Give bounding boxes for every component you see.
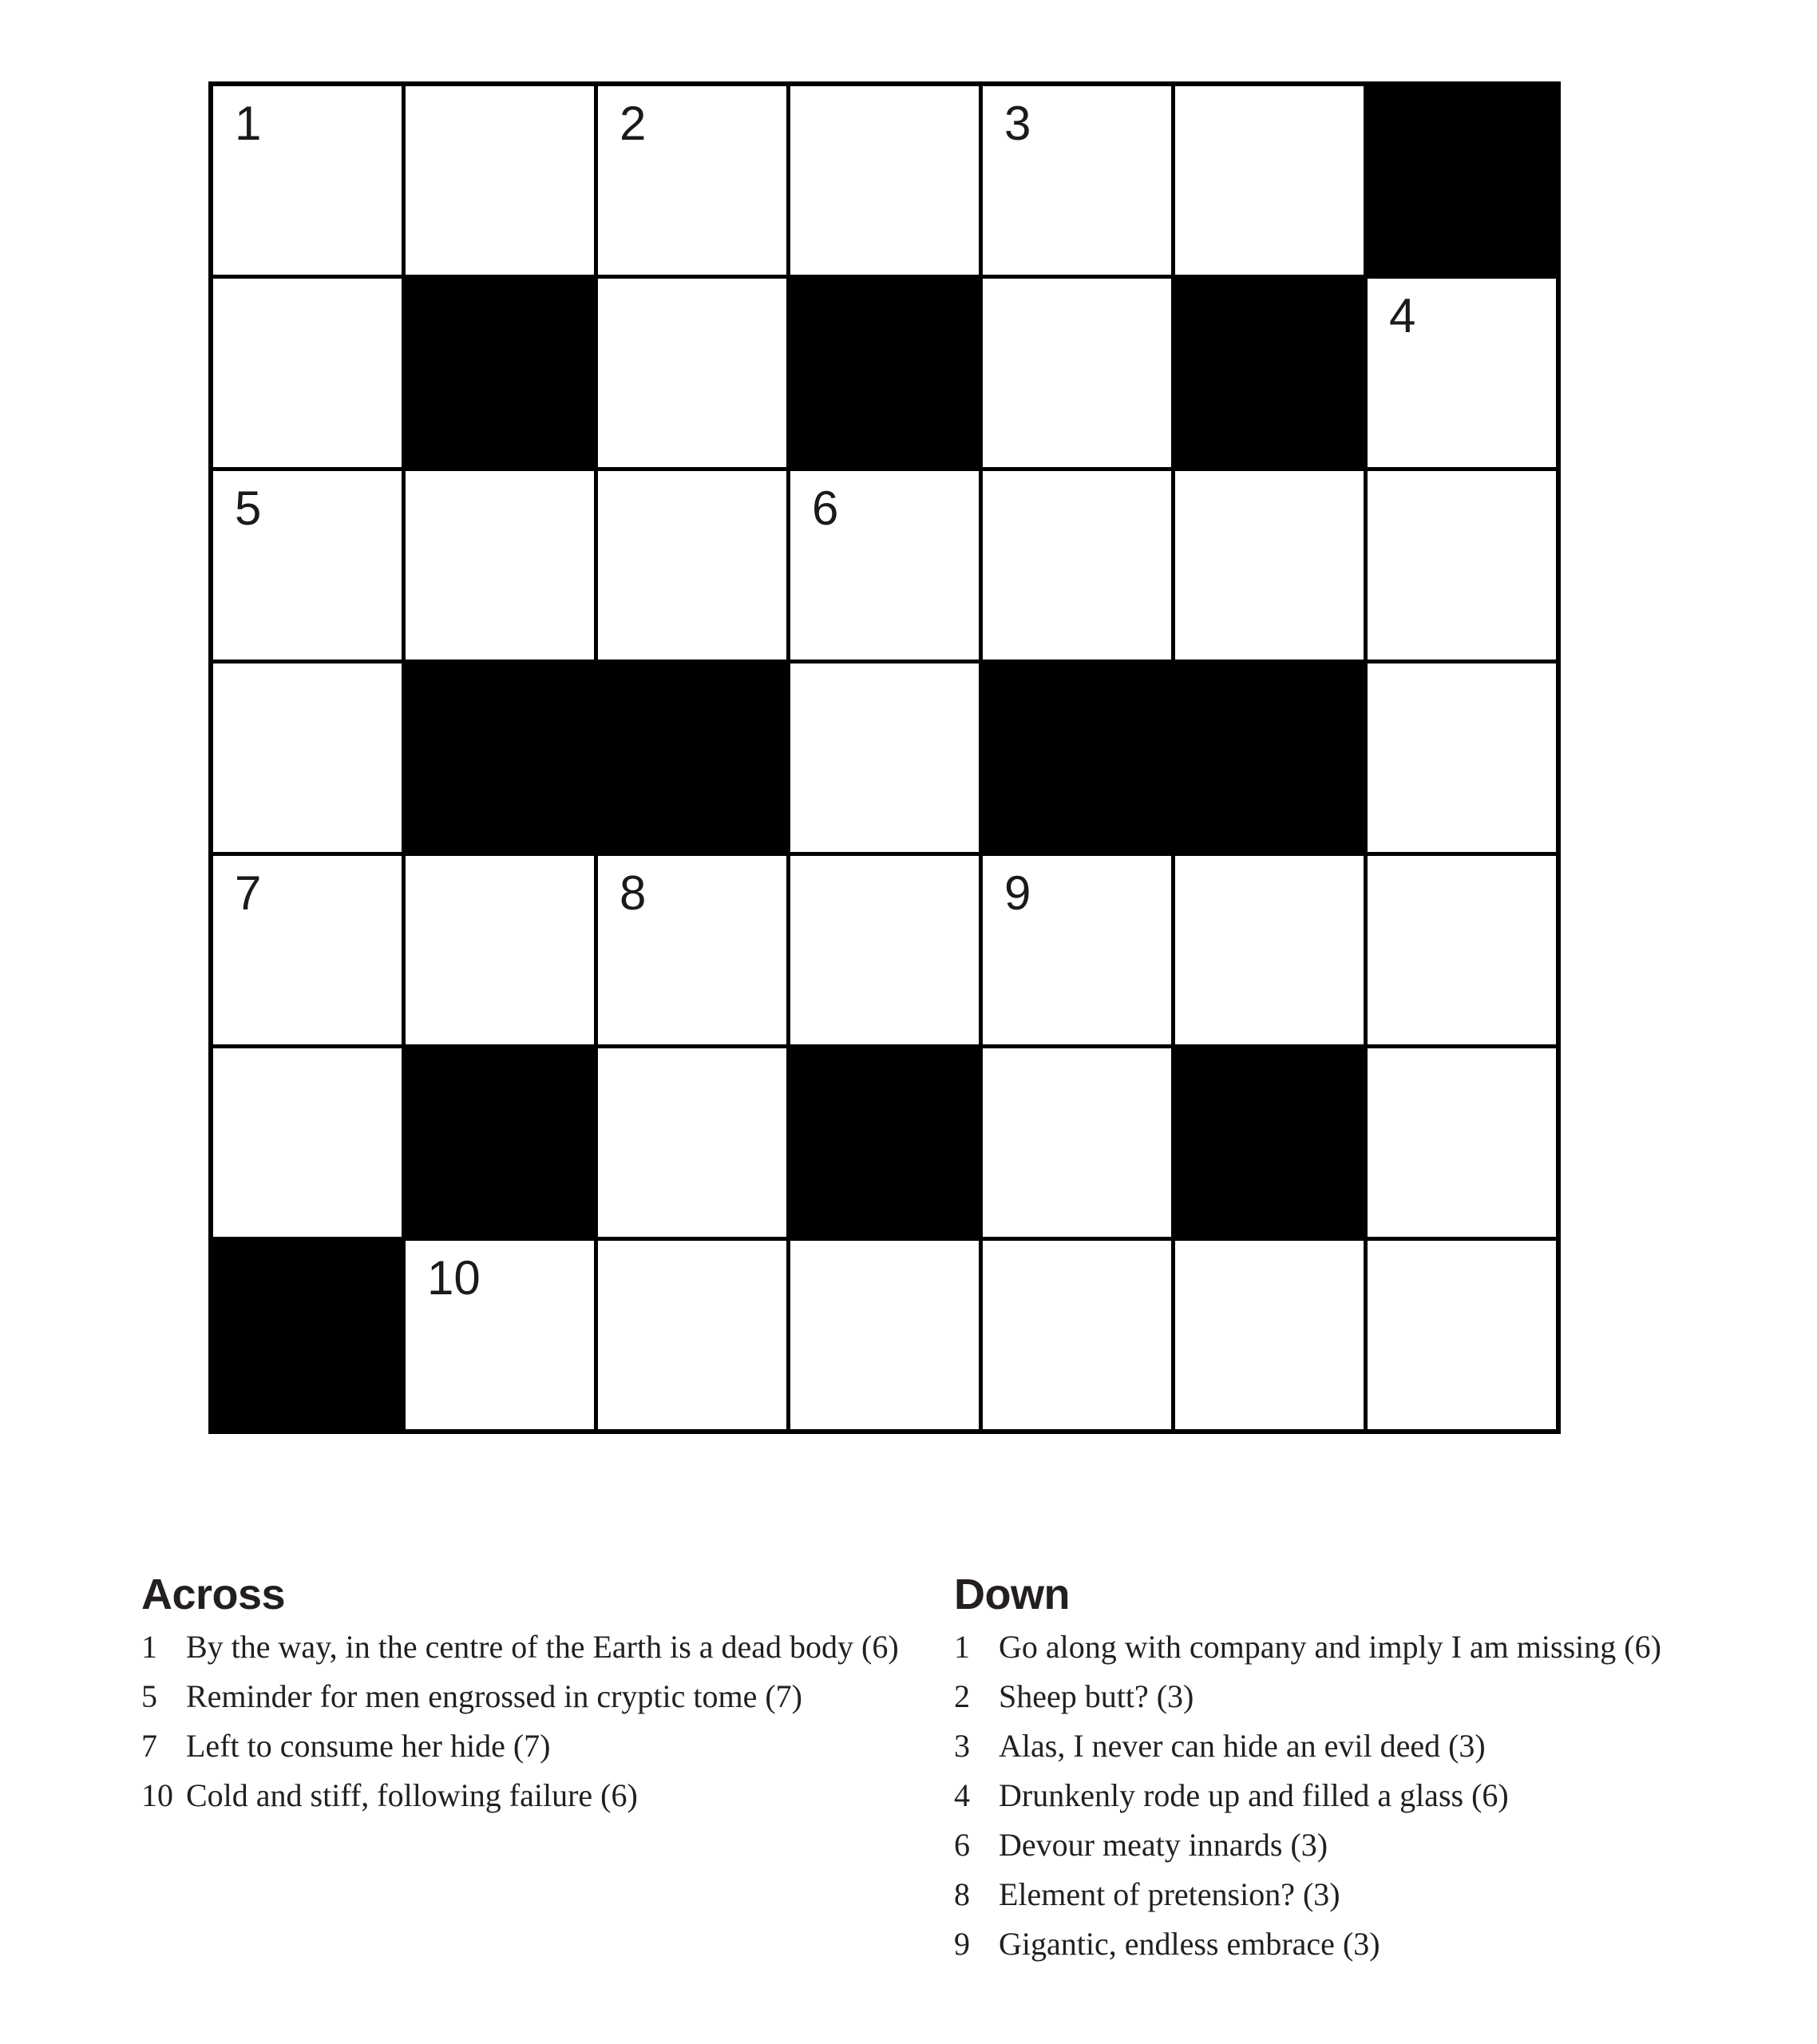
grid-cell-white[interactable] (213, 86, 402, 275)
grid-cell-black (1175, 1048, 1364, 1237)
clue-text: Go along with company and imply I am missing (6) (999, 1629, 1661, 1665)
grid-cell-white[interactable] (1368, 856, 1556, 1044)
cell-number: 10 (427, 1251, 481, 1305)
clue-number: 1 (141, 1629, 157, 1665)
clue-text: By the way, in the centre of the Earth is a dead body (6) (186, 1629, 899, 1665)
grid-cell-white[interactable] (598, 1048, 786, 1237)
clue-number: 6 (954, 1827, 970, 1863)
grid-cell-white[interactable] (598, 279, 786, 467)
clue-number: 3 (954, 1728, 970, 1764)
grid-cell-white[interactable] (213, 856, 402, 1044)
clue-text: Gigantic, endless embrace (3) (999, 1926, 1380, 1962)
clue-text: Element of pretension? (3) (999, 1876, 1340, 1912)
clue-text: Left to consume her hide (7) (186, 1728, 551, 1764)
grid-cell-white[interactable] (1368, 1048, 1556, 1237)
cell-number: 2 (620, 97, 647, 150)
grid-cell-white[interactable] (1175, 86, 1364, 275)
grid-cell-white[interactable] (983, 1048, 1171, 1237)
clue-number: 4 (954, 1777, 970, 1813)
clue-row (141, 1622, 940, 1672)
down-header: Down (954, 1571, 1070, 1618)
grid-cell-white[interactable] (213, 279, 402, 467)
grid-cell-white[interactable] (790, 471, 979, 660)
crossword-grid (208, 81, 1561, 1434)
grid-cell-white[interactable] (598, 86, 786, 275)
clue-number: 2 (954, 1678, 970, 1714)
cell-number: 6 (812, 481, 839, 535)
grid-cell-black (1175, 664, 1364, 852)
cell-number: 8 (620, 866, 647, 920)
grid-cell-white[interactable] (983, 471, 1171, 660)
grid-cell-black (406, 279, 594, 467)
clue-row (954, 1870, 1800, 1919)
grid-cell-white[interactable] (1368, 1241, 1556, 1429)
grid-cell-black (1175, 279, 1364, 467)
cell-number: 1 (235, 97, 262, 150)
clue-row (141, 1721, 940, 1771)
grid-cell-white[interactable] (598, 471, 786, 660)
grid-cell-white[interactable] (790, 856, 979, 1044)
clue-row (141, 1672, 940, 1721)
grid-cell-black (406, 1048, 594, 1237)
clue-number: 10 (141, 1777, 173, 1813)
grid-cell-white[interactable] (213, 664, 402, 852)
grid-cell-white[interactable] (1175, 1241, 1364, 1429)
grid-cell-white[interactable] (983, 279, 1171, 467)
grid-cell-white[interactable] (1175, 856, 1364, 1044)
clue-row (954, 1820, 1800, 1870)
clue-row (954, 1919, 1800, 1969)
grid-cell-black (790, 279, 979, 467)
clue-number: 8 (954, 1876, 970, 1912)
grid-cell-black (1368, 86, 1556, 275)
clue-row (954, 1672, 1800, 1721)
clue-number: 7 (141, 1728, 157, 1764)
cell-number: 9 (1004, 866, 1031, 920)
grid-cell-white[interactable] (406, 856, 594, 1044)
clue-row (141, 1771, 940, 1820)
grid-cell-white[interactable] (1175, 471, 1364, 660)
across-header: Across (141, 1571, 286, 1618)
clue-text: Sheep butt? (3) (999, 1678, 1194, 1714)
grid-cell-white[interactable] (1368, 279, 1556, 467)
grid-cell-white[interactable] (983, 1241, 1171, 1429)
clue-text: Alas, I never can hide an evil deed (3) (999, 1728, 1486, 1764)
grid-cell-white[interactable] (598, 1241, 786, 1429)
clue-number: 9 (954, 1926, 970, 1962)
clue-number: 5 (141, 1678, 157, 1714)
clue-row (954, 1721, 1800, 1771)
grid-cell-white[interactable] (598, 856, 786, 1044)
down-clues-section (954, 1573, 1800, 1969)
grid-cell-white[interactable] (213, 1048, 402, 1237)
clue-row (954, 1622, 1800, 1672)
grid-cell-white[interactable] (406, 86, 594, 275)
clue-text: Reminder for men engrossed in cryptic tome (7) (186, 1678, 802, 1714)
across-clue-list (141, 1622, 940, 1820)
cell-number: 7 (235, 866, 262, 920)
grid-cell-white[interactable] (406, 471, 594, 660)
grid-cell-black (213, 1241, 402, 1429)
clue-text: Devour meaty innards (3) (999, 1827, 1328, 1863)
grid-cell-white[interactable] (790, 664, 979, 852)
grid-cell-black (790, 1048, 979, 1237)
clue-row (954, 1771, 1800, 1820)
cell-number: 4 (1389, 289, 1416, 343)
cell-number: 3 (1004, 97, 1031, 150)
grid-cell-white[interactable] (1368, 471, 1556, 660)
down-clue-list (954, 1622, 1800, 1969)
clue-text: Drunkenly rode up and filled a glass (6) (999, 1777, 1509, 1813)
cell-number: 5 (235, 481, 262, 535)
grid-cell-white[interactable] (790, 1241, 979, 1429)
across-clues-section (141, 1573, 940, 1820)
clue-number: 1 (954, 1629, 970, 1665)
grid-cell-white[interactable] (406, 1241, 594, 1429)
grid-cell-white[interactable] (983, 86, 1171, 275)
grid-cell-white[interactable] (1368, 664, 1556, 852)
grid-cell-black (983, 664, 1171, 852)
grid-cell-white[interactable] (213, 471, 402, 660)
grid-cell-white[interactable] (983, 856, 1171, 1044)
grid-cell-black (406, 664, 594, 852)
grid-cell-black (598, 664, 786, 852)
grid-cell-white[interactable] (790, 86, 979, 275)
clue-text: Cold and stiff, following failure (6) (186, 1777, 638, 1813)
